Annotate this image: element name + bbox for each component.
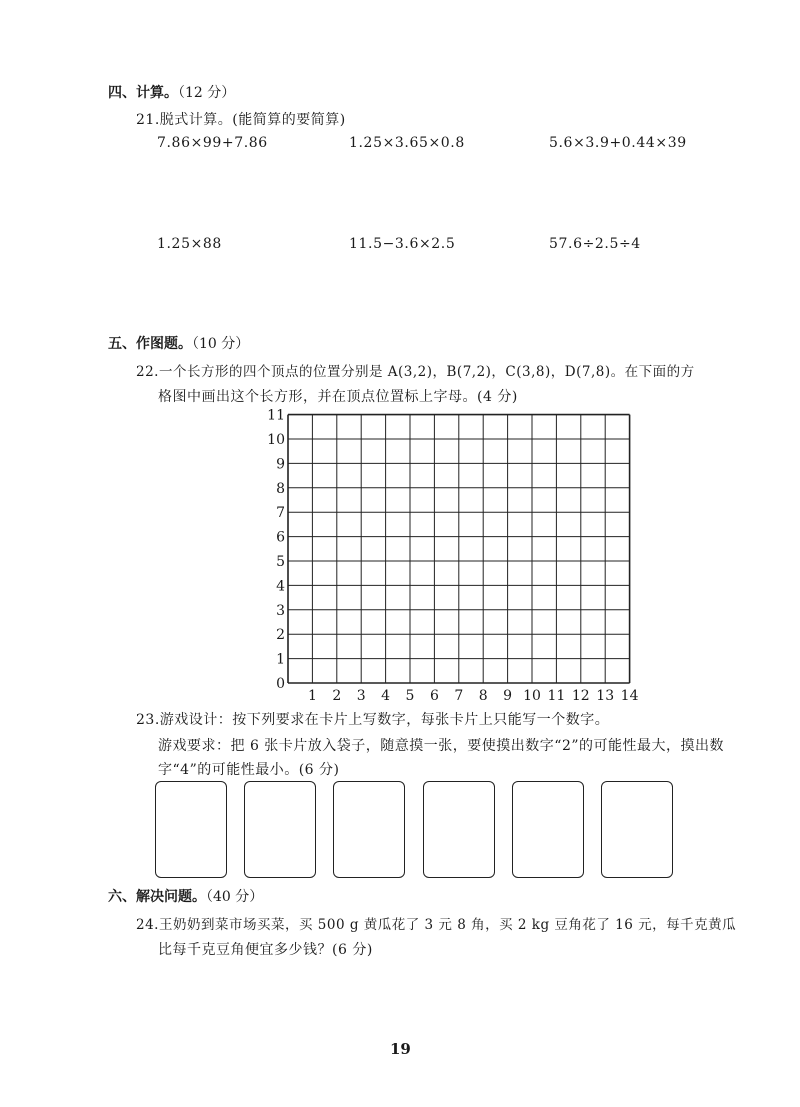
question-22-line-1: 22.一个长方形的四个顶点的位置分别是 A(3,2)，B(7,2)，C(3,8)，D(7,8)。在下面的方: [136, 364, 695, 380]
y-axis-label-2: 2: [276, 627, 285, 644]
question-22-line-2: 格图中画出这个长方形，并在顶点位置标上字母。(4 分): [158, 389, 518, 405]
expression-4: 1.25×88: [157, 236, 222, 252]
x-axis-label-9: 9: [503, 688, 513, 704]
grid-lines: [288, 415, 630, 683]
section-4-heading: [108, 82, 235, 102]
x-axis-label-3: 3: [356, 688, 366, 704]
section-6-points: （40 分）: [206, 889, 264, 905]
question-23-line-1: 23.游戏设计：按下列要求在卡片上写数字，每张卡片上只能写一个数字。: [136, 712, 610, 728]
x-axis-label-2: 2: [332, 688, 342, 704]
y-axis-label-9: 9: [276, 456, 285, 473]
x-axis-label-1: 1: [307, 688, 317, 704]
y-axis-label-4: 4: [276, 578, 285, 595]
y-axis-label-11: 11: [267, 407, 285, 424]
blank-card-6[interactable]: [601, 781, 673, 878]
expression-3: 5.6×3.9+0.44×39: [549, 135, 687, 151]
x-axis-label-13: 13: [596, 688, 615, 704]
question-23-line-2: 游戏要求：把 6 张卡片放入袋子，随意摸一张，要使摸出数字“2”的可能性最大，摸出数: [158, 738, 725, 754]
y-axis-label-8: 8: [276, 480, 285, 497]
x-axis-label-12: 12: [571, 688, 590, 704]
section-6-heading: [108, 886, 263, 906]
blank-card-4[interactable]: [423, 781, 495, 878]
expression-2: 1.25×3.65×0.8: [349, 135, 465, 151]
section-5-heading: [108, 333, 249, 353]
y-axis-label-5: 5: [276, 554, 285, 570]
page-number: 19: [390, 1040, 411, 1058]
y-axis-label-3: 3: [276, 602, 285, 619]
blank-card-2[interactable]: [244, 781, 316, 878]
section-4-points: （12 分）: [178, 85, 236, 101]
expression-5: 11.5−3.6×2.5: [349, 236, 456, 252]
y-axis-label-7: 7: [276, 505, 285, 522]
x-axis-label-10: 10: [523, 688, 541, 704]
section-4-title: 四、计算。: [108, 85, 178, 101]
y-axis-label-6: 6: [276, 529, 285, 546]
section-6-title: 六、解决问题。: [108, 889, 206, 905]
y-axis-labels: [267, 408, 285, 692]
x-axis-label-7: 7: [454, 688, 464, 704]
y-axis-label-10: 10: [267, 432, 285, 448]
expression-6: 57.6÷2.5÷4: [549, 236, 641, 252]
question-24-line-1: 24.王奶奶到菜市场买菜，买 500 g 黄瓜花了 3 元 8 角，买 2 kg 豆角花了 16 元，每千克黄瓜: [136, 917, 737, 933]
x-axis-label-14: 14: [620, 688, 639, 704]
coordinate-grid: [260, 405, 650, 705]
x-axis-label-8: 8: [478, 688, 488, 704]
blank-card-3[interactable]: [333, 781, 405, 878]
x-axis-labels: [308, 688, 639, 704]
question-24-line-2: 比每千克豆角便宜多少钱？(6 分): [158, 942, 373, 958]
blank-card-5[interactable]: [512, 781, 584, 878]
section-5-points: （10 分）: [192, 336, 250, 352]
expression-1: 7.86×99+7.86: [157, 135, 268, 151]
blank-card-1[interactable]: [155, 781, 227, 878]
x-axis-label-6: 6: [429, 688, 439, 704]
x-axis-label-4: 4: [381, 688, 391, 704]
question-21-text: 21.脱式计算。(能简算的要简算): [136, 112, 346, 128]
x-axis-label-11: 11: [547, 688, 566, 704]
question-23-line-3: 字“4”的可能性最小。(6 分): [158, 762, 340, 778]
x-axis-label-5: 5: [405, 688, 415, 704]
y-axis-label-1: 1: [276, 651, 285, 668]
section-5-title: 五、作图题。: [108, 336, 192, 352]
y-axis-label-0: 0: [276, 676, 285, 692]
